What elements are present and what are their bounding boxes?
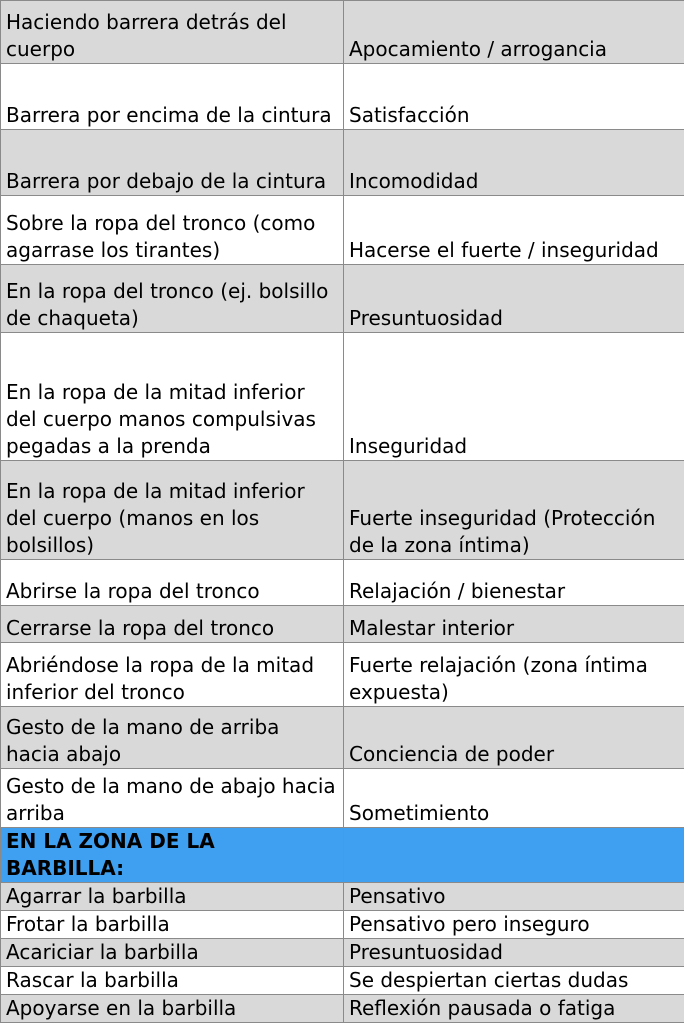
gesture-cell: En la ropa de la mitad inferior del cuerpo (manos en los bolsillos) bbox=[1, 461, 344, 560]
meaning-cell: Sometimiento bbox=[344, 769, 684, 828]
table-row bbox=[1, 995, 684, 1023]
gesture-cell: Cerrarse la ropa del tronco bbox=[1, 606, 344, 643]
table-row bbox=[1, 643, 684, 707]
table-row bbox=[1, 769, 684, 828]
meaning-cell bbox=[344, 828, 684, 883]
meaning-cell: Reflexión pausada o fatiga bbox=[344, 995, 684, 1023]
gesture-cell: Gesto de la mano de arriba hacia abajo bbox=[1, 707, 344, 769]
gesture-cell: Sobre la ropa del tronco (como agarrase los tirantes) bbox=[1, 196, 344, 265]
table-row bbox=[1, 64, 684, 130]
gesture-cell: Agarrar la barbilla bbox=[1, 883, 344, 911]
table-row bbox=[1, 333, 684, 461]
table-row bbox=[1, 560, 684, 606]
table-row bbox=[1, 130, 684, 196]
gesture-cell: Apoyarse en la barbilla bbox=[1, 995, 344, 1023]
meaning-cell: Inseguridad bbox=[344, 333, 684, 461]
meaning-cell: Incomodidad bbox=[344, 130, 684, 196]
meaning-cell: Relajación / bienestar bbox=[344, 560, 684, 606]
meaning-cell: Apocamiento / arrogancia bbox=[344, 1, 684, 64]
table-row bbox=[1, 265, 684, 333]
meaning-cell: Fuerte inseguridad (Protección de la zona íntima) bbox=[344, 461, 684, 560]
meaning-cell: Pensativo pero inseguro bbox=[344, 911, 684, 939]
gesture-cell: Abriéndose la ropa de la mitad inferior del tronco bbox=[1, 643, 344, 707]
table-row bbox=[1, 196, 684, 265]
table-row bbox=[1, 1, 684, 64]
table-row bbox=[1, 911, 684, 939]
meaning-cell: Presuntuosidad bbox=[344, 265, 684, 333]
table-row bbox=[1, 606, 684, 643]
table-row bbox=[1, 461, 684, 560]
gesture-cell: En la ropa de la mitad inferior del cuerpo manos compulsivas pegadas a la prenda bbox=[1, 333, 344, 461]
gesture-cell: Barrera por debajo de la cintura bbox=[1, 130, 344, 196]
table-row bbox=[1, 967, 684, 995]
gesture-cell: Abrirse la ropa del tronco bbox=[1, 560, 344, 606]
gesture-cell: Haciendo barrera detrás del cuerpo bbox=[1, 1, 344, 64]
meaning-cell: Hacerse el fuerte / inseguridad bbox=[344, 196, 684, 265]
gesture-cell: Barrera por encima de la cintura bbox=[1, 64, 344, 130]
gesture-cell: En la ropa del tronco (ej. bolsillo de chaqueta) bbox=[1, 265, 344, 333]
meaning-cell: Malestar interior bbox=[344, 606, 684, 643]
gesture-cell: EN LA ZONA DE LA BARBILLA: bbox=[1, 828, 344, 883]
meaning-cell: Presuntuosidad bbox=[344, 939, 684, 967]
table-row bbox=[1, 939, 684, 967]
gesture-cell: Rascar la barbilla bbox=[1, 967, 344, 995]
meaning-cell: Fuerte relajación (zona íntima expuesta) bbox=[344, 643, 684, 707]
meaning-cell: Pensativo bbox=[344, 883, 684, 911]
gesture-cell: Acariciar la barbilla bbox=[1, 939, 344, 967]
gesture-cell: Gesto de la mano de abajo hacia arriba bbox=[1, 769, 344, 828]
gesture-cell: Frotar la barbilla bbox=[1, 911, 344, 939]
meaning-cell: Satisfacción bbox=[344, 64, 684, 130]
table-row bbox=[1, 883, 684, 911]
table-row bbox=[1, 707, 684, 769]
section-header-row bbox=[1, 828, 684, 883]
table-body bbox=[1, 1, 684, 1023]
meaning-cell: Conciencia de poder bbox=[344, 707, 684, 769]
meaning-cell: Se despiertan ciertas dudas bbox=[344, 967, 684, 995]
